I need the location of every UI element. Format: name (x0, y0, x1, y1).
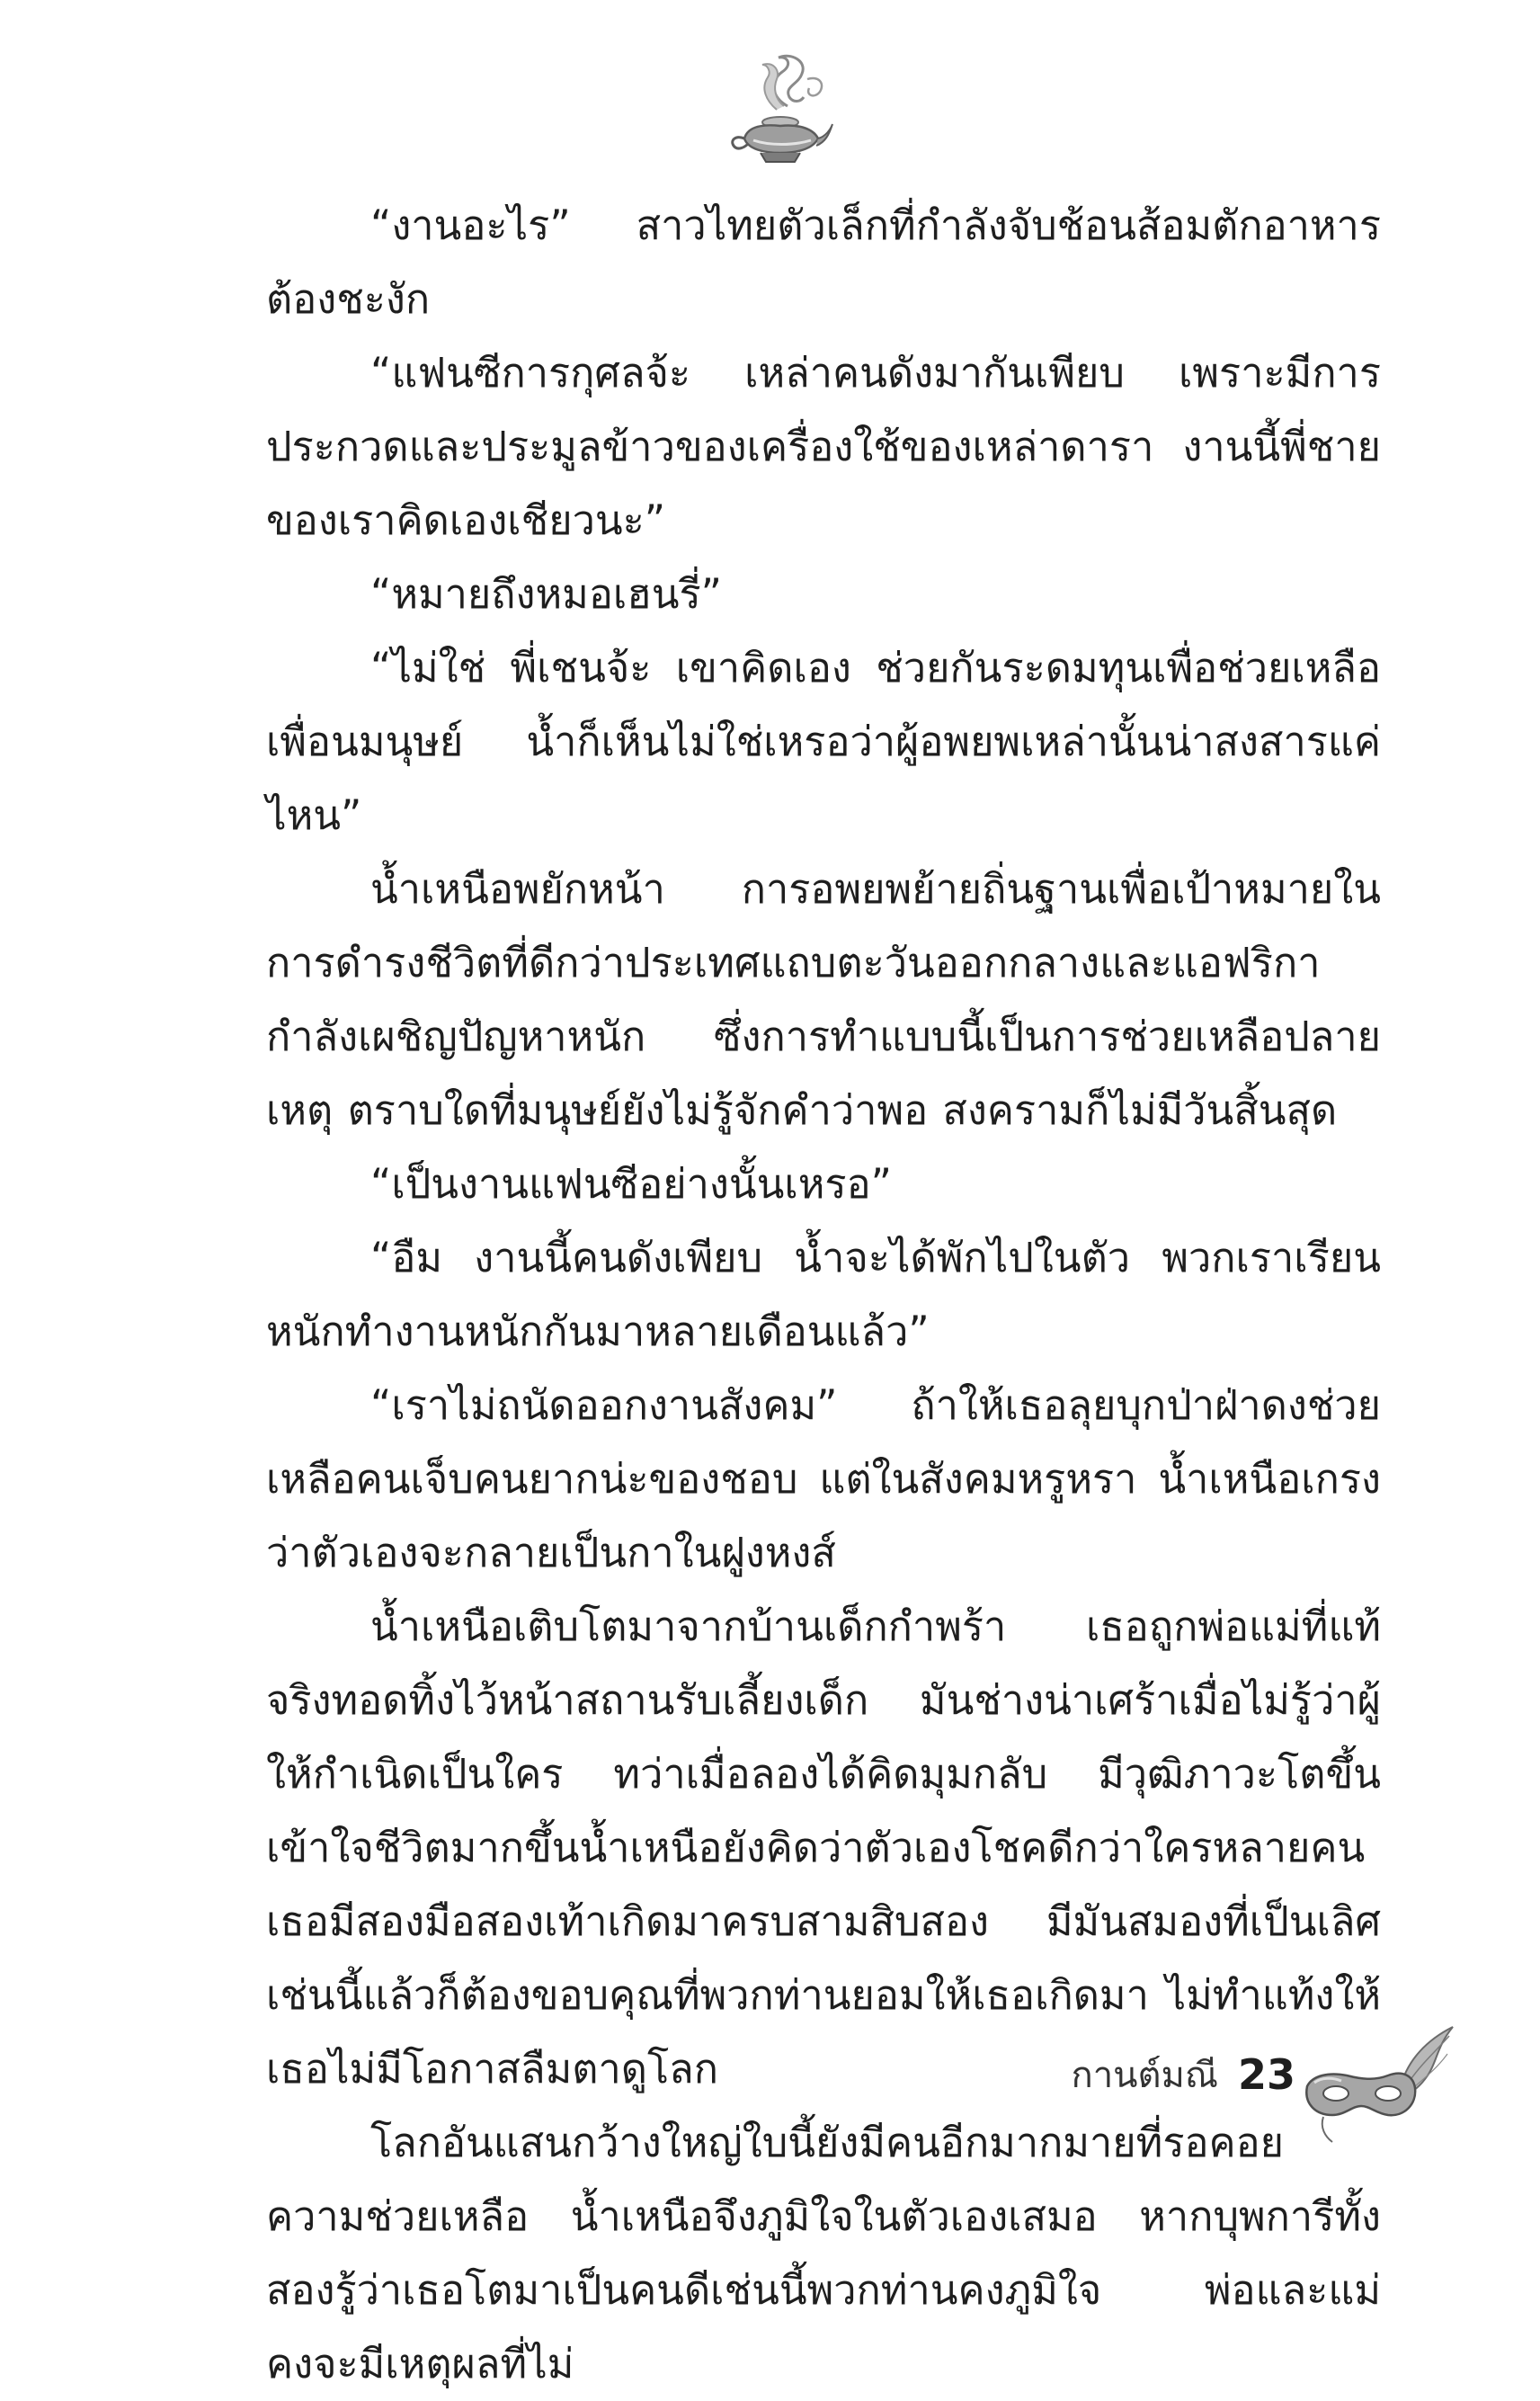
paragraph: น้ำเหนือพยักหน้า การอพยพย้ายถิ่นฐานเพื่อเป้าหมายในการดำรงชีวิตที่ดีกว่าประเทศแถบตะวันออกกลางและแอฟริกากำลังเผชิญปัญหาหนัก ซึ่งการทำแบบนี้เป็นการช่วยเหลือปลายเหตุ ตราบใดที่มนุษย์ยังไม่รู้จักคำว่าพอ สงครามก็ไม่มีวันสิ้นสุด (266, 865, 1381, 1134)
genie-lamp-icon (725, 52, 836, 171)
paragraph: “เราไม่ถนัดออกงานสังคม” ถ้าให้เธอลุยบุกป่าฝ่าดงช่วยเหลือคนเจ็บคนยากน่ะของชอบ แต่ในสังคมหรูหรา น้ำเหนือเกรงว่าตัวเองจะกลายเป็นกาในฝูงหงส์ (266, 1381, 1381, 1576)
page-footer (1072, 2034, 1296, 2115)
masquerade-mask-icon (1302, 2023, 1455, 2149)
page-number: 23 (1237, 2050, 1295, 2099)
paragraph: “แฟนซีการกุศลจ้ะ เหล่าคนดังมากันเพียบ เพราะมีการประกวดและประมูลข้าวของเครื่องใช้ของเหล่าดารา งานนี้พี่ชายของเราคิดเองเชียวนะ” (266, 349, 1381, 544)
paragraph: “งานอะไร” สาวไทยตัวเล็กที่กำลังจับช้อนส้อมตักอาหารต้องชะงัก (266, 201, 1381, 323)
paragraph: “อืม งานนี้คนดังเพียบ น้ำจะได้พักไปในตัว พวกเราเรียนหนักทำงานหนักกันมาหลายเดือนแล้ว” (266, 1234, 1381, 1355)
paragraph: “ไม่ใช่ พี่เชนจ้ะ เขาคิดเอง ช่วยกันระดมทุนเพื่อช่วยเหลือเพื่อนมนุษย์ น้ำก็เห็นไม่ใช่เหรอว่าผู้อพยพเหล่านั้นน่าสงสารแค่ไหน” (266, 644, 1381, 839)
book-title: กานต์มณี (1071, 2055, 1218, 2096)
paragraph: น้ำเหนือเติบโตมาจากบ้านเด็กกำพร้า เธอถูกพ่อแม่ที่แท้จริงทอดทิ้งไว้หน้าสถานรับเลี้ยงเด็ก มันช่างน่าเศร้าเมื่อไม่รู้ว่าผู้ให้กำเนิดเป็นใคร ทว่าเมื่อลองได้คิดมุมกลับ มีวุฒิภาวะโตขึ้น เข้าใจชีวิตมากขึ้นน้ำเหนือยังคิดว่าตัวเองโชคดีกว่าใครหลายคน เธอมีสองมือสองเท้าเกิดมาครบสามสิบสอง มีมันสมองที่เป็นเลิศ เช่นนี้แล้วก็ต้องขอบคุณที่พวกท่านยอมให้เธอเกิดมา ไม่ทำแท้งให้เธอไม่มีโอกาสลืมตาดูโลก (266, 1602, 1381, 2093)
paragraph: “เป็นงานแฟนซีอย่างนั้นเหรอ” (370, 1160, 892, 1208)
paragraph: โลกอันแสนกว้างใหญ่ใบนี้ยังมีคนอีกมากมายที่รอคอยความช่วยเหลือ น้ำเหนือจึงภูมิใจในตัวเองเสมอ หากบุพการีทั้งสองรู้ว่าเธอโตมาเป็นคนดีเช่นนี้พวกท่านคงภูมิใจ พ่อและแม่คงจะมีเหตุผลที่ไม่ (266, 2119, 1381, 2388)
paragraph: “หมายถึงหมอเฮนรี่” (370, 570, 722, 618)
